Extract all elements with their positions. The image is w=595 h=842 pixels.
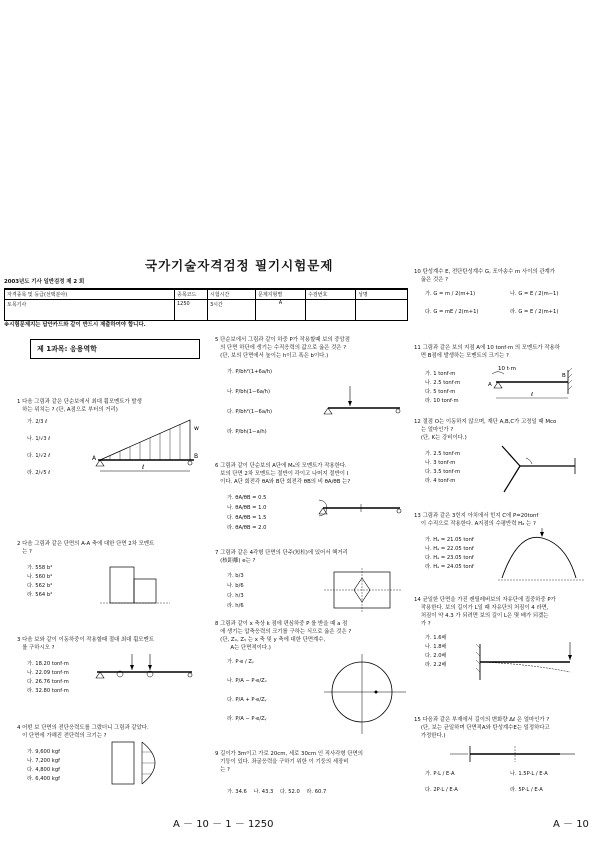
code-header: 종목코드 bbox=[175, 290, 208, 300]
subject-box bbox=[30, 339, 200, 359]
field-value: 토목기사 bbox=[5, 300, 175, 321]
q5-figure bbox=[320, 380, 410, 435]
footer-page-left: A － 10 － 1 － 1250 bbox=[173, 819, 274, 830]
q2-text: 2 다음 그림과 같은 단면의 A-A 축에 대한 단면 2차 모멘트 는 ? bbox=[17, 541, 155, 556]
number-header: 수검번호 bbox=[306, 290, 356, 300]
q13-text: 13 그림과 같은 3힌지 아치에서 힌지 C에 P=20tonf 이 수직으로 작용한다. A지점의 수평반력 Hₐ 는 ? bbox=[414, 513, 539, 528]
q1-figure bbox=[90, 408, 210, 478]
time-value: 3시간 bbox=[208, 300, 256, 321]
q8-options: 가. P·e / Zᵧ 나. P/A − P·e/Zₓ 다. P/A + P·e/Zᵧ 라. P/A − P·e/Zᵧ bbox=[227, 659, 267, 722]
q15-options-right: 나. 1.5P·L / E·A 라. 5P·L / E·A bbox=[510, 771, 548, 793]
svg-text:A: A bbox=[488, 382, 492, 388]
q11-options: 가. 1 tonf·m 나. 2.5 tonf·m 다. 5 tonf·m 라. 10 tonf·m bbox=[425, 371, 461, 404]
q9-text: 9 길이가 3m이고 가로 20cm, 세로 30cm 인 직사각형 단면의 기둥이 있다. 좌굴응력을 구하기 위한 이 기둥의 세장비 는 ? bbox=[215, 751, 363, 774]
q7-figure bbox=[318, 566, 410, 616]
type-header: 문제지형별 bbox=[256, 290, 306, 300]
footer-page-right: A － 10 bbox=[553, 819, 589, 830]
q15-figure bbox=[440, 740, 580, 770]
exam-round: 2003년도 기사 일반검정 제 2 회 bbox=[4, 279, 85, 285]
code-value: 1250 bbox=[175, 300, 208, 321]
q4-text: 4 어떤 보 단면의 전단응력도를 그렸더니 그림과 같았다. 이 단면에 가해진 전단력의 크기는 ? bbox=[17, 725, 149, 740]
q4-figure bbox=[108, 738, 208, 790]
q9-options: 가. 34.6 나. 43.3 다. 52.0 라. 60.7 bbox=[227, 789, 327, 795]
q3-options: 가. 18.20 tonf·m 나. 22.09 tonf·m 다. 26.76 tonf·m 라. 32.80 tonf·m bbox=[27, 661, 69, 694]
time-header: 시험시간 bbox=[208, 290, 256, 300]
q6-options: 가. θA/θB = 0.5 나. θA/θB = 1.0 다. θA/θB = 1.5 라. θA/θB = 2.0 bbox=[227, 495, 267, 531]
q15-options: 가. P·L / E·A 다. 2P·L / E·A bbox=[425, 771, 458, 793]
svg-text:B: B bbox=[562, 373, 566, 379]
page-title: 국가기술자격검정 필기시험문제 bbox=[145, 258, 334, 273]
q6-figure bbox=[315, 490, 410, 530]
q11-figure bbox=[486, 360, 586, 404]
type-value: A bbox=[256, 300, 306, 321]
q13-options: 가. Hₐ = 21.05 tonf 나. Hₐ = 22.05 tonf 다. Hₐ = 23.05 tonf 라. Hₐ = 24.05 tonf bbox=[425, 537, 474, 570]
exam-info-table bbox=[4, 289, 408, 321]
q5-options: 가. P/bh²(1+6a/h) 나. P/bh(1−6a/h) 다. P/bh²(1−6a/h) 라. P/bh(1−a/h) bbox=[227, 369, 273, 435]
q8-figure bbox=[320, 650, 410, 740]
q12-options: 가. 2.5 tonf·m 나. 3 tonf·m 다. 3.5 tonf·m 라. 4 tonf·m bbox=[425, 451, 461, 484]
q14-figure bbox=[470, 636, 585, 688]
subject-title: 제 1과목: 응용역학 bbox=[37, 345, 97, 353]
svg-text:A: A bbox=[92, 455, 97, 462]
q1-options: 가. 2/3 ℓ 나. 1/√3 ℓ 다. 1/√2 ℓ 라. 2/√5 ℓ bbox=[27, 419, 51, 476]
q10-text: 10 탄성계수 E, 전단탄성계수 G, 포아송수 m 사이의 관계가 옳은 것은 ? bbox=[414, 269, 555, 284]
svg-text:10 t·m: 10 t·m bbox=[498, 366, 517, 372]
field-header: 자격종목 및 등급(선택분야) bbox=[5, 290, 175, 300]
name-field bbox=[356, 300, 408, 321]
q2-figure bbox=[100, 555, 200, 615]
q8-text: 8 그림과 같이 x 축상 k 점에 편심하중 P 를 받을 때 a 점 에 생기는 압축응력의 크기를 구하는 식으로 옳은 것은 ? (단, Zₓ, Zᵧ 는 x 축 및 y 축에 대한 단면계수, A는 단면적이다.) bbox=[215, 621, 352, 652]
q1-text: 1 다음 그림과 같은 단순보에서 최대 휨모멘트가 발생 하는 위치는 ? (단, A점으로 부터의 거리) bbox=[17, 399, 142, 414]
q4-options: 가. 9,600 kgf 나. 7,200 kgf 다. 4,800 kgf 라. 6,400 kgf bbox=[27, 749, 60, 782]
q12-figure bbox=[490, 440, 590, 500]
svg-text:B: B bbox=[194, 453, 199, 460]
q12-text: 12 절점 O는 이동하지 않으며, 재단 A,B,C가 고정일 때 Mco 는 얼마인가 ? (단, K는 강비이다.) bbox=[414, 419, 557, 442]
name-header: 성명 bbox=[356, 290, 408, 300]
q11-text: 11 그림과 같은 보의 지점 A에 10 tonf·m 의 모멘트가 작용하 면 B점에 발생하는 모멘트의 크기는 ? bbox=[414, 345, 560, 360]
q10-options-right: 나. G = E / 2(m−1) 라. G = E / 2(m+1) bbox=[510, 291, 559, 315]
q14-options: 가. 1.6배 나. 1.8배 다. 2.0배 라. 2.2배 bbox=[425, 635, 447, 668]
q6-text: 6 그림과 같이 단순보의 A단에 Mₐ의 모멘트가 작용한다. 보의 단면 2차 모멘트는 절반이 각이고 나머지 절반이 I 이다. A단 회전각 θA와 B단 회전각 θB의 비 θA/θB 는? bbox=[215, 463, 351, 486]
q7-text: 7 그림과 같은 4각형 단면의 단주(短柱)에 있어서 핵거리 (核距離) e는 ? bbox=[215, 550, 348, 565]
notice: ※시험문제지는 답안카드와 같이 반드시 제출하여야 합니다. bbox=[4, 322, 146, 328]
q2-options: 가. 558 b⁴ 나. 560 b⁴ 다. 562 b⁴ 라. 564 b⁴ bbox=[27, 565, 53, 598]
svg-text:ℓ: ℓ bbox=[142, 464, 145, 471]
number-field bbox=[306, 300, 356, 321]
q14-text: 14 균일한 단면을 가진 캔틸레버보의 자유단에 집중하중 P가 작용한다. 보의 길이가 L일 때 자유단의 처짐이 4 라면, 처짐이 약 4.3 가 되려면 보의 길이 L은 몇 배가 되겠는 가 ? bbox=[414, 597, 556, 628]
q3-figure bbox=[92, 650, 202, 690]
q7-options: 가. b/3 나. b/6 다. h/3 라. h/6 bbox=[227, 573, 244, 609]
q13-figure bbox=[496, 528, 591, 588]
q3-text: 3 다음 보와 같이 이동하중이 작용할때 절대 최대 휨모멘트 를 구하시오 ? bbox=[17, 637, 154, 652]
svg-text:ℓ: ℓ bbox=[531, 392, 534, 398]
svg-text:w: w bbox=[194, 425, 199, 432]
q10-options: 가. G = m / 2(m+1) 다. G = mE / 2(m+1) bbox=[425, 291, 479, 315]
q15-text: 15 다음과 같은 부재에서 길이의 변화량 Δℓ 은 얼마인가 ? (단, 보는 균일하며 단면적A와 탄성계수E는 일정하다고 가정한다.) bbox=[414, 717, 550, 740]
q5-text: 5 단순보에서 그림과 같이 하중 P가 작용할때 보의 중앙점 의 단면 하단에 생기는 수직응력의 값으로 옳은 것은 ? (단, 보의 단면에서 높이는 h이고 폭은 b이다.) bbox=[215, 337, 350, 360]
